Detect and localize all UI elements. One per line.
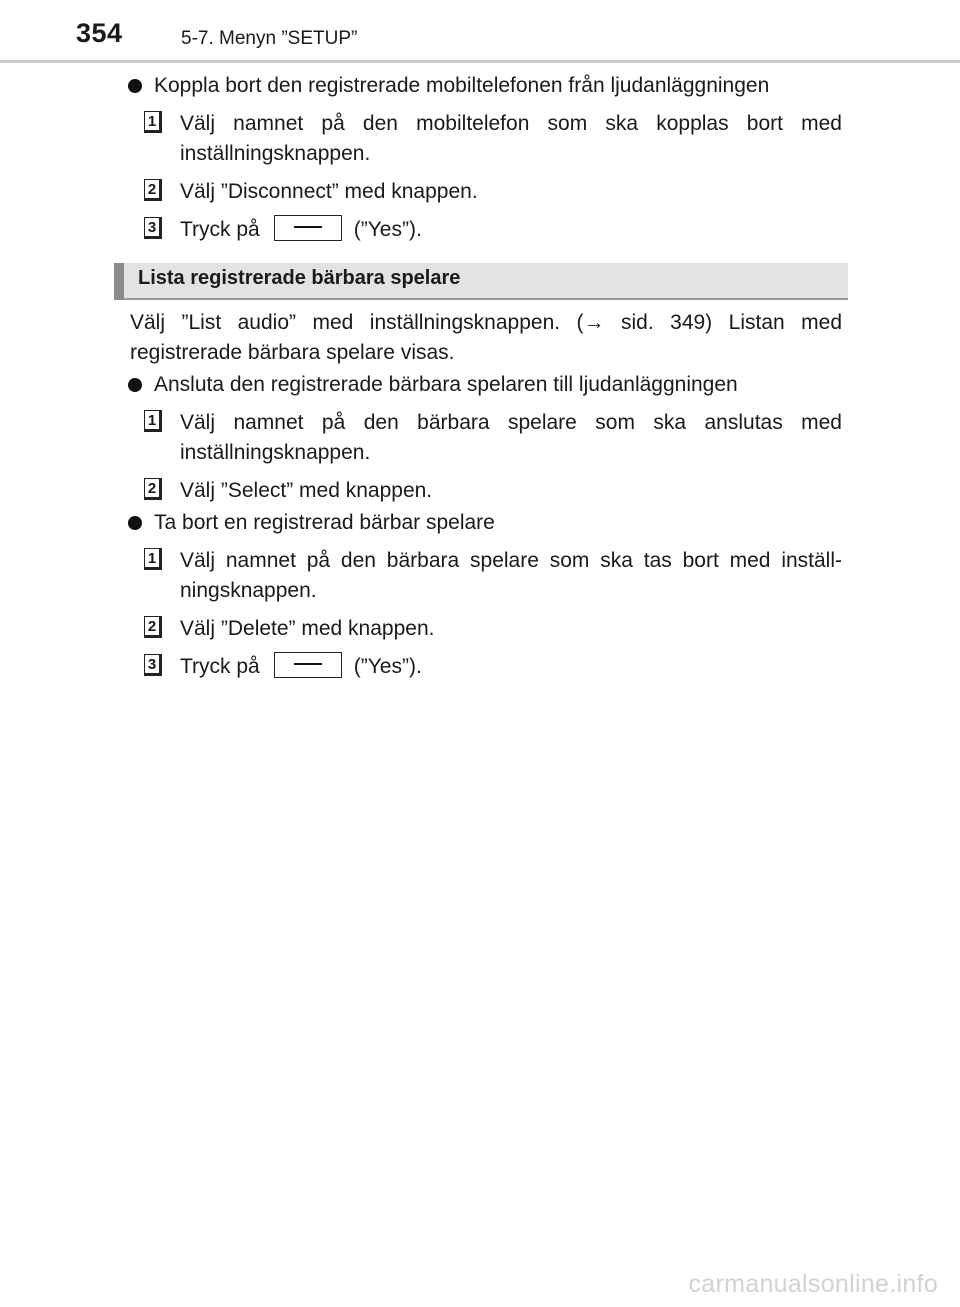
intro-line: registrerade bärbara spelare visas. bbox=[130, 341, 455, 364]
step-item bbox=[130, 215, 842, 245]
step-text-line: inställningsknappen. bbox=[180, 441, 371, 464]
bullet-item bbox=[128, 370, 842, 400]
step-text-after: (”Yes”). bbox=[353, 218, 422, 241]
step-item bbox=[130, 652, 842, 682]
step-text-line: Välj namnet på den mobiltelefon som ska kopplas bort med bbox=[180, 112, 842, 135]
step-number-badge: 3 bbox=[144, 654, 162, 676]
section-heading bbox=[114, 263, 848, 300]
step-number-badge: 2 bbox=[144, 616, 162, 638]
watermark: carmanualsonline.info bbox=[688, 1270, 938, 1298]
step-item bbox=[130, 476, 842, 506]
step-number-badge: 1 bbox=[144, 410, 162, 432]
section-heading-bar bbox=[114, 263, 124, 300]
page-content bbox=[130, 68, 842, 682]
step-number-badge: 1 bbox=[144, 548, 162, 570]
step-item bbox=[130, 614, 842, 644]
step-text: Välj ”Delete” med knappen. bbox=[180, 617, 435, 640]
step-item bbox=[130, 109, 842, 169]
yes-key-icon bbox=[274, 652, 342, 678]
step-text-line: Välj namnet på den bärbara spelare som ska tas bort med inställ- bbox=[180, 549, 842, 572]
page-header bbox=[0, 0, 960, 64]
step-number-badge: 2 bbox=[144, 478, 162, 500]
section-intro bbox=[130, 308, 842, 368]
bullet-text: Koppla bort den registrerade mobiltelefonen från ljudanläggningen bbox=[154, 74, 770, 97]
intro-line: Välj ”List audio” med inställningsknappen. (→ sid. 349) Listan med bbox=[130, 311, 842, 334]
bullet-text: Ansluta den registrerade bärbara spelaren till ljudanläggningen bbox=[154, 373, 738, 396]
bullet-dot-icon bbox=[128, 79, 142, 93]
step-text-before: Tryck på bbox=[180, 655, 260, 678]
section-heading-title: Lista registrerade bärbara spelare bbox=[138, 267, 461, 289]
bullet-dot-icon bbox=[128, 378, 142, 392]
step-text: Välj ”Disconnect” med knappen. bbox=[180, 180, 478, 203]
bullet-item bbox=[128, 508, 842, 538]
chapter-title: 5-7. Menyn ”SETUP” bbox=[181, 28, 358, 49]
step-item bbox=[130, 546, 842, 606]
step-item bbox=[130, 408, 842, 468]
header-divider bbox=[0, 60, 960, 63]
bullet-dot-icon bbox=[128, 516, 142, 530]
dash-glyph bbox=[294, 226, 322, 228]
step-text-line: inställningsknappen. bbox=[180, 142, 371, 165]
page-number: 354 bbox=[76, 18, 123, 48]
step-text-before: Tryck på bbox=[180, 218, 260, 241]
step-number-badge: 2 bbox=[144, 179, 162, 201]
dash-glyph bbox=[294, 663, 322, 665]
step-number-badge: 3 bbox=[144, 217, 162, 239]
yes-key-icon bbox=[274, 215, 342, 241]
step-text-line: ningsknappen. bbox=[180, 579, 317, 602]
step-item bbox=[130, 177, 842, 207]
step-text-line: Välj namnet på den bärbara spelare som ska anslutas med bbox=[180, 411, 842, 434]
step-number-badge: 1 bbox=[144, 111, 162, 133]
bullet-item bbox=[128, 71, 842, 101]
bullet-text: Ta bort en registrerad bärbar spelare bbox=[154, 511, 495, 534]
step-text-after: (”Yes”). bbox=[353, 655, 422, 678]
step-text: Välj ”Select” med knappen. bbox=[180, 479, 433, 502]
